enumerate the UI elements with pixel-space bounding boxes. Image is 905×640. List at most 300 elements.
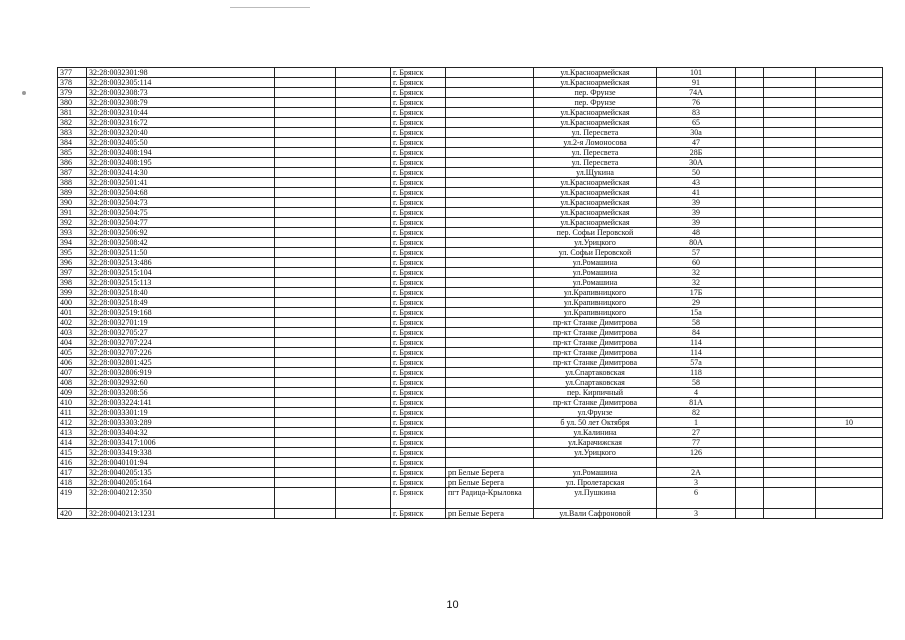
empty-cell <box>764 78 816 88</box>
cadastral-number-cell: 32:28:0033417:1006 <box>87 438 275 448</box>
empty-cell <box>275 509 336 519</box>
house-number-cell: 58 <box>657 318 736 328</box>
city-cell: г. Брянск <box>391 338 446 348</box>
empty-cell <box>764 298 816 308</box>
empty-cell <box>275 458 336 468</box>
empty-cell <box>336 388 391 398</box>
settlement-cell <box>446 128 534 138</box>
house-number-cell: 118 <box>657 368 736 378</box>
settlement-cell <box>446 108 534 118</box>
row-number-cell: 416 <box>58 458 87 468</box>
table-row <box>58 278 883 288</box>
extra-value-cell <box>816 98 883 108</box>
settlement-cell <box>446 338 534 348</box>
empty-cell <box>336 278 391 288</box>
empty-cell <box>764 108 816 118</box>
settlement-cell <box>446 188 534 198</box>
empty-cell <box>275 448 336 458</box>
cadastral-number-cell: 32:28:0040213:1231 <box>87 509 275 519</box>
empty-cell <box>336 328 391 338</box>
empty-cell <box>336 268 391 278</box>
settlement-cell <box>446 158 534 168</box>
cadastral-number-cell: 32:28:0032504:75 <box>87 208 275 218</box>
row-number-cell: 398 <box>58 278 87 288</box>
settlement-cell <box>446 318 534 328</box>
settlement-cell <box>446 298 534 308</box>
house-number-cell: 84 <box>657 328 736 338</box>
row-number-cell: 390 <box>58 198 87 208</box>
empty-cell <box>764 118 816 128</box>
extra-value-cell <box>816 428 883 438</box>
empty-cell <box>764 478 816 488</box>
street-cell: ул.Красноармейская <box>534 198 657 208</box>
row-number-cell: 414 <box>58 438 87 448</box>
empty-cell <box>764 68 816 78</box>
street-cell: ул.Красноармейская <box>534 218 657 228</box>
street-cell: ул.Ромашина <box>534 258 657 268</box>
cadastral-number-cell: 32:28:0033303:289 <box>87 418 275 428</box>
extra-value-cell <box>816 268 883 278</box>
empty-cell <box>764 198 816 208</box>
empty-cell <box>336 118 391 128</box>
empty-cell <box>336 218 391 228</box>
empty-cell <box>736 308 764 318</box>
house-number-cell: 57а <box>657 358 736 368</box>
table-row <box>58 428 883 438</box>
empty-cell <box>764 218 816 228</box>
city-cell: г. Брянск <box>391 78 446 88</box>
empty-cell <box>736 108 764 118</box>
table-row <box>58 468 883 478</box>
empty-cell <box>764 228 816 238</box>
empty-cell <box>336 248 391 258</box>
cadastral-number-cell: 32:28:0032801:425 <box>87 358 275 368</box>
row-number-cell: 412 <box>58 418 87 428</box>
house-number-cell: 77 <box>657 438 736 448</box>
extra-value-cell <box>816 388 883 398</box>
house-number-cell: 91 <box>657 78 736 88</box>
house-number-cell: 114 <box>657 338 736 348</box>
cadastral-number-cell: 32:28:0032519:168 <box>87 308 275 318</box>
empty-cell <box>764 458 816 468</box>
house-number-cell: 39 <box>657 218 736 228</box>
table-row <box>58 178 883 188</box>
row-number-cell: 381 <box>58 108 87 118</box>
empty-cell <box>275 208 336 218</box>
house-number-cell: 76 <box>657 98 736 108</box>
settlement-cell <box>446 78 534 88</box>
empty-cell <box>736 298 764 308</box>
row-number-cell: 392 <box>58 218 87 228</box>
extra-value-cell <box>816 298 883 308</box>
settlement-cell <box>446 98 534 108</box>
empty-cell <box>275 88 336 98</box>
empty-cell <box>336 78 391 88</box>
row-number-cell: 379 <box>58 88 87 98</box>
extra-value-cell <box>816 328 883 338</box>
row-number-cell: 409 <box>58 388 87 398</box>
street-cell: ул.Красноармейская <box>534 108 657 118</box>
street-cell: ул.Красноармейская <box>534 68 657 78</box>
table-row <box>58 418 883 428</box>
empty-cell <box>736 378 764 388</box>
house-number-cell: 39 <box>657 208 736 218</box>
cadastral-number-cell: 32:28:0032504:77 <box>87 218 275 228</box>
empty-cell <box>764 268 816 278</box>
settlement-cell <box>446 378 534 388</box>
city-cell: г. Брянск <box>391 348 446 358</box>
empty-cell <box>764 98 816 108</box>
extra-value-cell <box>816 218 883 228</box>
extra-value-cell <box>816 128 883 138</box>
extra-value-cell <box>816 378 883 388</box>
empty-cell <box>336 378 391 388</box>
extra-value-cell <box>816 358 883 368</box>
house-number-cell: 82 <box>657 408 736 418</box>
empty-cell <box>336 258 391 268</box>
extra-value-cell <box>816 78 883 88</box>
empty-cell <box>736 158 764 168</box>
table-row <box>58 238 883 248</box>
city-cell: г. Брянск <box>391 318 446 328</box>
table-row <box>58 388 883 398</box>
street-cell: ул.Красноармейская <box>534 208 657 218</box>
extra-value-cell: 10 <box>816 418 883 428</box>
empty-cell <box>336 198 391 208</box>
settlement-cell <box>446 248 534 258</box>
empty-cell <box>275 328 336 338</box>
street-cell: ул.Ромашина <box>534 268 657 278</box>
empty-cell <box>336 178 391 188</box>
empty-cell <box>764 308 816 318</box>
settlement-cell <box>446 358 534 368</box>
table-row <box>58 458 883 468</box>
empty-cell <box>736 238 764 248</box>
extra-value-cell <box>816 438 883 448</box>
settlement-cell <box>446 428 534 438</box>
empty-cell <box>275 398 336 408</box>
cadastral-number-cell: 32:28:0032518:49 <box>87 298 275 308</box>
row-number-cell: 386 <box>58 158 87 168</box>
empty-cell <box>736 78 764 88</box>
house-number-cell: 3 <box>657 478 736 488</box>
city-cell: г. Брянск <box>391 148 446 158</box>
city-cell: г. Брянск <box>391 428 446 438</box>
empty-cell <box>336 509 391 519</box>
street-cell <box>534 458 657 468</box>
empty-cell <box>275 188 336 198</box>
street-cell: пр-кт Станке Димитрова <box>534 348 657 358</box>
empty-cell <box>736 168 764 178</box>
table-row <box>58 248 883 258</box>
empty-cell <box>764 178 816 188</box>
empty-cell <box>275 368 336 378</box>
row-number-cell: 396 <box>58 258 87 268</box>
empty-cell <box>275 338 336 348</box>
city-cell: г. Брянск <box>391 328 446 338</box>
empty-cell <box>764 408 816 418</box>
table-row <box>58 398 883 408</box>
extra-value-cell <box>816 88 883 98</box>
city-cell: г. Брянск <box>391 298 446 308</box>
settlement-cell <box>446 218 534 228</box>
empty-cell <box>764 438 816 448</box>
row-number-cell: 380 <box>58 98 87 108</box>
empty-cell <box>336 208 391 218</box>
empty-cell <box>275 68 336 78</box>
settlement-cell <box>446 148 534 158</box>
cadastral-number-cell: 32:28:0040212:350 <box>87 488 275 509</box>
extra-value-cell <box>816 318 883 328</box>
settlement-cell <box>446 328 534 338</box>
row-number-cell: 385 <box>58 148 87 158</box>
city-cell: г. Брянск <box>391 458 446 468</box>
table-row <box>58 78 883 88</box>
empty-cell <box>764 278 816 288</box>
street-cell: ул.Спартаковская <box>534 378 657 388</box>
row-number-cell: 377 <box>58 68 87 78</box>
row-number-cell: 397 <box>58 268 87 278</box>
settlement-cell <box>446 288 534 298</box>
house-number-cell: 48 <box>657 228 736 238</box>
row-number-cell: 389 <box>58 188 87 198</box>
empty-cell <box>336 68 391 78</box>
row-number-cell: 404 <box>58 338 87 348</box>
empty-cell <box>275 348 336 358</box>
extra-value-cell <box>816 118 883 128</box>
row-number-cell: 399 <box>58 288 87 298</box>
empty-cell <box>736 418 764 428</box>
table-row <box>58 108 883 118</box>
city-cell: г. Брянск <box>391 98 446 108</box>
empty-cell <box>736 458 764 468</box>
cadastral-number-cell: 32:28:0033208:56 <box>87 388 275 398</box>
empty-cell <box>736 468 764 478</box>
city-cell: г. Брянск <box>391 118 446 128</box>
street-cell: ул.Красноармейская <box>534 78 657 88</box>
empty-cell <box>764 148 816 158</box>
city-cell: г. Брянск <box>391 288 446 298</box>
settlement-cell <box>446 418 534 428</box>
empty-cell <box>736 338 764 348</box>
extra-value-cell <box>816 238 883 248</box>
empty-cell <box>764 368 816 378</box>
empty-cell <box>336 88 391 98</box>
empty-cell <box>275 438 336 448</box>
empty-cell <box>275 308 336 318</box>
house-number-cell: 101 <box>657 68 736 78</box>
street-cell: ул. Пересвета <box>534 148 657 158</box>
settlement-cell <box>446 258 534 268</box>
empty-cell <box>736 178 764 188</box>
row-number-cell: 394 <box>58 238 87 248</box>
empty-cell <box>764 468 816 478</box>
cadastral-number-cell: 32:28:0032932:60 <box>87 378 275 388</box>
empty-cell <box>736 118 764 128</box>
extra-value-cell <box>816 448 883 458</box>
empty-cell <box>764 168 816 178</box>
street-cell: ул.Красноармейская <box>534 178 657 188</box>
empty-cell <box>275 468 336 478</box>
settlement-cell <box>446 398 534 408</box>
house-number-cell: 29 <box>657 298 736 308</box>
city-cell: г. Брянск <box>391 509 446 519</box>
empty-cell <box>336 128 391 138</box>
street-cell: пр-кт Станке Димитрова <box>534 398 657 408</box>
city-cell: г. Брянск <box>391 108 446 118</box>
settlement-cell <box>446 388 534 398</box>
street-cell: ул.Ромашина <box>534 468 657 478</box>
house-number-cell: 43 <box>657 178 736 188</box>
table-row <box>58 208 883 218</box>
cadastral-number-cell: 32:28:0033404:32 <box>87 428 275 438</box>
table-row <box>58 328 883 338</box>
row-number-cell: 419 <box>58 488 87 509</box>
empty-cell <box>275 178 336 188</box>
empty-cell <box>275 478 336 488</box>
empty-cell <box>736 218 764 228</box>
table-row <box>58 408 883 418</box>
table-row <box>58 358 883 368</box>
street-cell: ул.Крапивницкого <box>534 288 657 298</box>
city-cell: г. Брянск <box>391 258 446 268</box>
cadastral-number-cell: 32:28:0033301:19 <box>87 408 275 418</box>
table-row <box>58 88 883 98</box>
city-cell: г. Брянск <box>391 268 446 278</box>
extra-value-cell <box>816 208 883 218</box>
row-number-cell: 401 <box>58 308 87 318</box>
empty-cell <box>336 98 391 108</box>
table-row <box>58 168 883 178</box>
empty-cell <box>336 448 391 458</box>
empty-cell <box>336 458 391 468</box>
extra-value-cell <box>816 398 883 408</box>
empty-cell <box>275 108 336 118</box>
table-row <box>58 68 883 78</box>
empty-cell <box>275 408 336 418</box>
empty-cell <box>764 398 816 408</box>
empty-cell <box>275 138 336 148</box>
street-cell: ул.Красноармейская <box>534 118 657 128</box>
empty-cell <box>736 358 764 368</box>
empty-cell <box>764 158 816 168</box>
empty-cell <box>764 428 816 438</box>
empty-cell <box>736 198 764 208</box>
cadastral-number-cell: 32:28:0032504:73 <box>87 198 275 208</box>
extra-value-cell <box>816 509 883 519</box>
empty-cell <box>275 258 336 268</box>
empty-cell <box>764 208 816 218</box>
settlement-cell: рп Белые Берега <box>446 478 534 488</box>
extra-value-cell <box>816 198 883 208</box>
row-number-cell: 418 <box>58 478 87 488</box>
empty-cell <box>336 158 391 168</box>
empty-cell <box>736 448 764 458</box>
settlement-cell <box>446 198 534 208</box>
table-row <box>58 378 883 388</box>
extra-value-cell <box>816 228 883 238</box>
street-cell: пр-кт Станке Димитрова <box>534 358 657 368</box>
cadastral-number-cell: 32:28:0032316:72 <box>87 118 275 128</box>
city-cell: г. Брянск <box>391 488 446 509</box>
empty-cell <box>764 188 816 198</box>
city-cell: г. Брянск <box>391 478 446 488</box>
row-number-cell: 382 <box>58 118 87 128</box>
street-cell: б ул. 50 лет Октября <box>534 418 657 428</box>
extra-value-cell <box>816 348 883 358</box>
empty-cell <box>336 108 391 118</box>
city-cell: г. Брянск <box>391 248 446 258</box>
row-number-cell: 402 <box>58 318 87 328</box>
cadastral-number-cell: 32:28:0032506:92 <box>87 228 275 238</box>
extra-value-cell <box>816 108 883 118</box>
street-cell: ул.Пушкина <box>534 488 657 509</box>
cadastral-number-cell: 32:28:0040205:164 <box>87 478 275 488</box>
empty-cell <box>764 338 816 348</box>
extra-value-cell <box>816 68 883 78</box>
table-row <box>58 368 883 378</box>
house-number-cell: 30А <box>657 158 736 168</box>
cadastral-number-cell: 32:28:0032707:224 <box>87 338 275 348</box>
settlement-cell <box>446 308 534 318</box>
settlement-cell <box>446 178 534 188</box>
house-number-cell <box>657 458 736 468</box>
table-row <box>58 228 883 238</box>
empty-cell <box>736 388 764 398</box>
city-cell: г. Брянск <box>391 188 446 198</box>
empty-cell <box>336 488 391 509</box>
table-row <box>58 138 883 148</box>
street-cell: ул.Карачижская <box>534 438 657 448</box>
empty-cell <box>736 438 764 448</box>
row-number-cell: 391 <box>58 208 87 218</box>
table-row <box>58 148 883 158</box>
empty-cell <box>736 318 764 328</box>
row-number-cell: 384 <box>58 138 87 148</box>
extra-value-cell <box>816 308 883 318</box>
city-cell: г. Брянск <box>391 238 446 248</box>
cadastral-number-cell: 32:28:0032508:42 <box>87 238 275 248</box>
extra-value-cell <box>816 408 883 418</box>
house-number-cell: 2А <box>657 468 736 478</box>
city-cell: г. Брянск <box>391 218 446 228</box>
cadastral-number-cell: 32:28:0032408:195 <box>87 158 275 168</box>
table-row <box>58 478 883 488</box>
empty-cell <box>736 248 764 258</box>
city-cell: г. Брянск <box>391 168 446 178</box>
empty-cell <box>764 138 816 148</box>
table-row <box>58 338 883 348</box>
street-cell: ул. Софьи Перовской <box>534 248 657 258</box>
empty-cell <box>736 478 764 488</box>
extra-value-cell <box>816 248 883 258</box>
empty-cell <box>736 328 764 338</box>
cadastral-number-cell: 32:28:0032701:19 <box>87 318 275 328</box>
row-number-cell: 395 <box>58 248 87 258</box>
empty-cell <box>764 88 816 98</box>
settlement-cell <box>446 458 534 468</box>
house-number-cell: 47 <box>657 138 736 148</box>
table-row <box>58 258 883 268</box>
street-cell: ул.Щукина <box>534 168 657 178</box>
extra-value-cell <box>816 138 883 148</box>
extra-value-cell <box>816 188 883 198</box>
cadastral-number-cell: 32:28:0040205:135 <box>87 468 275 478</box>
empty-cell <box>736 348 764 358</box>
row-number-cell: 388 <box>58 178 87 188</box>
city-cell: г. Брянск <box>391 358 446 368</box>
house-number-cell: 50 <box>657 168 736 178</box>
